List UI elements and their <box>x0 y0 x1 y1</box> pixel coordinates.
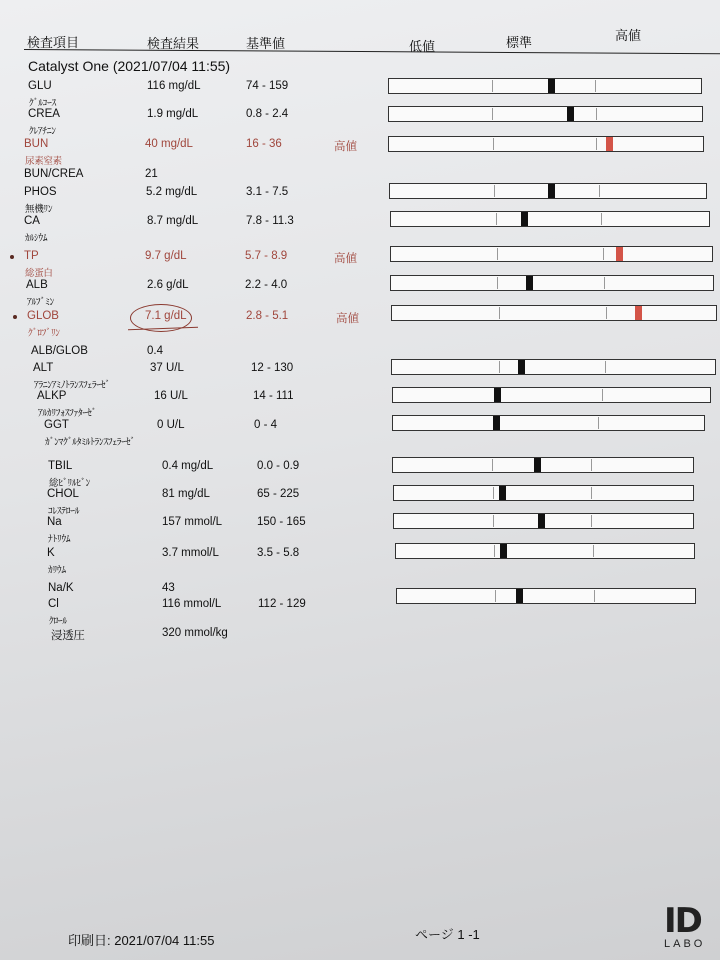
range-bar <box>392 387 711 403</box>
table-row <box>0 627 720 659</box>
range-tick <box>596 108 597 120</box>
range-tick <box>497 248 498 260</box>
range-tick <box>499 361 500 373</box>
test-result: 0.4 mg/dL <box>162 460 214 472</box>
test-result: 37 U/L <box>150 362 184 374</box>
result-marker <box>499 486 506 500</box>
range-bar <box>390 211 710 227</box>
test-result: 1.9 mg/dL <box>147 108 199 120</box>
reference-range: 3.5 - 5.8 <box>257 547 300 559</box>
result-marker <box>521 212 528 226</box>
range-tick <box>591 487 592 499</box>
test-name-jp: 無機ﾘﾝ <box>25 204 53 215</box>
test-result: 16 U/L <box>154 390 188 402</box>
test-code: GLOB <box>27 310 59 322</box>
range-bar <box>393 485 694 501</box>
test-name-jp: ｸﾞﾛﾌﾞﾘﾝ <box>28 328 60 339</box>
range-tick <box>598 417 599 429</box>
range-tick <box>593 545 594 557</box>
test-name-jp: ｱﾙﾌﾞﾐﾝ <box>27 297 55 308</box>
test-name-jp: 浸透圧 <box>51 630 85 642</box>
test-code: CREA <box>28 108 60 120</box>
result-marker <box>494 388 501 402</box>
range-bar <box>392 415 705 431</box>
result-marker <box>635 306 642 320</box>
result-marker <box>548 184 555 198</box>
result-marker <box>548 79 555 93</box>
result-marker <box>567 107 574 121</box>
header-reference: 基準値 <box>246 36 286 51</box>
range-tick <box>596 138 597 150</box>
header-normal: 標準 <box>506 35 533 50</box>
reference-range: 0 - 4 <box>254 419 278 431</box>
range-tick <box>602 389 603 401</box>
reference-range: 0.8 - 2.4 <box>246 108 289 120</box>
reference-range: 2.8 - 5.1 <box>246 310 289 322</box>
high-flag: 高値 <box>334 253 357 265</box>
result-marker <box>616 247 623 261</box>
reference-range: 7.8 - 11.3 <box>246 215 294 227</box>
header-item: 検査項目 <box>27 35 80 50</box>
header-rule <box>24 49 720 54</box>
test-result: 116 mmol/L <box>162 598 222 610</box>
range-tick <box>595 80 596 92</box>
logo-text: LABO <box>664 938 706 950</box>
range-bar <box>392 457 694 473</box>
range-tick <box>605 361 606 373</box>
test-name-jp: 総ﾋﾞﾘﾙﾋﾞﾝ <box>49 478 90 489</box>
test-name-jp: ﾅﾄﾘｳﾑ <box>48 534 71 545</box>
brand-logo <box>664 901 706 950</box>
range-bar <box>388 78 702 94</box>
test-result: 2.6 g/dL <box>147 279 189 291</box>
section-title: Catalyst One (2021/07/04 11:55) <box>28 58 231 74</box>
range-tick <box>606 307 607 319</box>
range-tick <box>497 277 498 289</box>
test-name-jp: ｶﾙｼｳﾑ <box>25 233 48 244</box>
range-tick <box>594 590 595 602</box>
range-tick <box>494 185 495 197</box>
test-name-jp: ｺﾚｽﾃﾛｰﾙ <box>48 506 80 517</box>
reference-range: 2.2 - 4.0 <box>245 279 288 291</box>
range-tick <box>493 138 494 150</box>
test-code: TP <box>24 250 39 262</box>
range-tick <box>493 515 494 527</box>
test-name-jp: ｸﾞﾙｺｰｽ <box>29 98 57 109</box>
range-bar <box>391 305 717 321</box>
result-marker <box>606 137 613 151</box>
test-result: 7.1 g/dL <box>145 310 187 322</box>
reference-range: 3.1 - 7.5 <box>246 186 289 198</box>
range-tick <box>591 515 592 527</box>
range-tick <box>603 248 604 260</box>
result-marker <box>518 360 525 374</box>
reference-range: 0.0 - 0.9 <box>257 460 300 472</box>
pen-dot <box>10 255 14 259</box>
result-marker <box>516 589 523 603</box>
test-result: 116 mg/dL <box>147 80 201 92</box>
test-result: 0.4 <box>147 345 163 357</box>
test-name-jp: 尿素窒素 <box>25 156 62 167</box>
header-high: 高値 <box>615 28 642 43</box>
range-tick <box>495 590 496 602</box>
test-code: ALB <box>26 279 48 291</box>
test-result: 43 <box>162 582 175 594</box>
test-code: ALB/GLOB <box>31 345 88 357</box>
result-marker <box>538 514 545 528</box>
test-code: Na <box>47 516 62 528</box>
result-marker <box>500 544 507 558</box>
test-code: GGT <box>44 419 69 431</box>
test-code: ALKP <box>37 390 67 402</box>
test-code: CHOL <box>47 488 79 500</box>
range-tick <box>499 307 500 319</box>
test-name-jp: ｶﾞﾝﾏｸﾞﾙﾀﾐﾙﾄﾗﾝｽﾌｪﾗｰｾﾞ <box>45 437 135 448</box>
range-tick <box>591 459 592 471</box>
test-name-jp: ｸﾚｱﾁﾆﾝ <box>29 126 56 137</box>
range-bar <box>390 246 713 262</box>
range-bar <box>388 136 704 152</box>
result-marker <box>493 416 500 430</box>
reference-range: 16 - 36 <box>246 138 282 150</box>
test-result: 8.7 mg/dL <box>147 215 199 227</box>
range-bar <box>389 183 707 199</box>
high-flag: 高値 <box>336 313 359 325</box>
test-result: 5.2 mg/dL <box>146 186 198 198</box>
test-code: CA <box>24 215 40 227</box>
reference-range: 65 - 225 <box>257 488 300 500</box>
test-code: BUN/CREA <box>24 168 84 180</box>
test-code: Cl <box>48 598 59 610</box>
test-result: 157 mmol/L <box>162 516 223 528</box>
test-code: ALT <box>33 362 54 374</box>
range-tick <box>492 459 493 471</box>
header-low: 低値 <box>409 39 436 54</box>
test-result: 40 mg/dL <box>145 138 193 150</box>
range-bar <box>388 106 703 122</box>
range-tick <box>599 185 600 197</box>
reference-range: 5.7 - 8.9 <box>245 250 288 262</box>
test-code: BUN <box>24 138 49 150</box>
test-code: TBIL <box>48 460 73 472</box>
range-tick <box>493 487 494 499</box>
range-tick <box>496 213 497 225</box>
test-code: K <box>47 547 55 559</box>
test-code: PHOS <box>24 186 57 198</box>
range-bar <box>390 275 714 291</box>
test-result: 3.7 mmol/L <box>162 547 219 559</box>
range-tick <box>492 108 493 120</box>
range-bar <box>391 359 716 375</box>
reference-range: 12 - 130 <box>251 362 294 374</box>
reference-range: 150 - 165 <box>257 516 306 528</box>
test-name-jp: ｱﾗﾆﾝｱﾐﾉﾄﾗﾝｽﾌｪﾗｰｾﾞ <box>34 380 110 391</box>
range-bar <box>395 543 695 559</box>
result-marker <box>534 458 541 472</box>
test-result: 0 U/L <box>157 419 185 431</box>
test-name-jp: ｱﾙｶﾘﾌｫｽﾌｧﾀｰｾﾞ <box>38 408 97 419</box>
test-result: 320 mmol/kg <box>162 627 228 639</box>
reference-range: 14 - 111 <box>253 390 294 402</box>
print-date: 印刷日: 2021/07/04 11:55 <box>68 933 215 948</box>
test-name-jp: 総蛋白 <box>25 268 53 279</box>
result-marker <box>526 276 533 290</box>
range-tick <box>494 545 495 557</box>
test-code: GLU <box>28 80 52 92</box>
logo-mark: ID <box>664 901 701 941</box>
test-result: 21 <box>145 168 158 180</box>
high-flag: 高値 <box>334 141 357 153</box>
test-code: Na/K <box>48 582 74 594</box>
range-tick <box>604 277 605 289</box>
header-result: 検査結果 <box>147 36 200 51</box>
reference-range: 112 - 129 <box>258 598 306 610</box>
range-tick <box>492 80 493 92</box>
test-result: 81 mg/dL <box>162 488 210 500</box>
reference-range: 74 - 159 <box>246 80 289 92</box>
range-tick <box>601 213 602 225</box>
range-bar <box>396 588 696 604</box>
test-name-jp: ｶﾘｳﾑ <box>48 565 66 576</box>
pen-dot <box>13 315 17 319</box>
test-result: 9.7 g/dL <box>145 250 187 262</box>
range-bar <box>393 513 694 529</box>
test-name-jp: ｸﾛｰﾙ <box>49 616 67 627</box>
page-number: ページ 1 -1 <box>415 927 480 942</box>
